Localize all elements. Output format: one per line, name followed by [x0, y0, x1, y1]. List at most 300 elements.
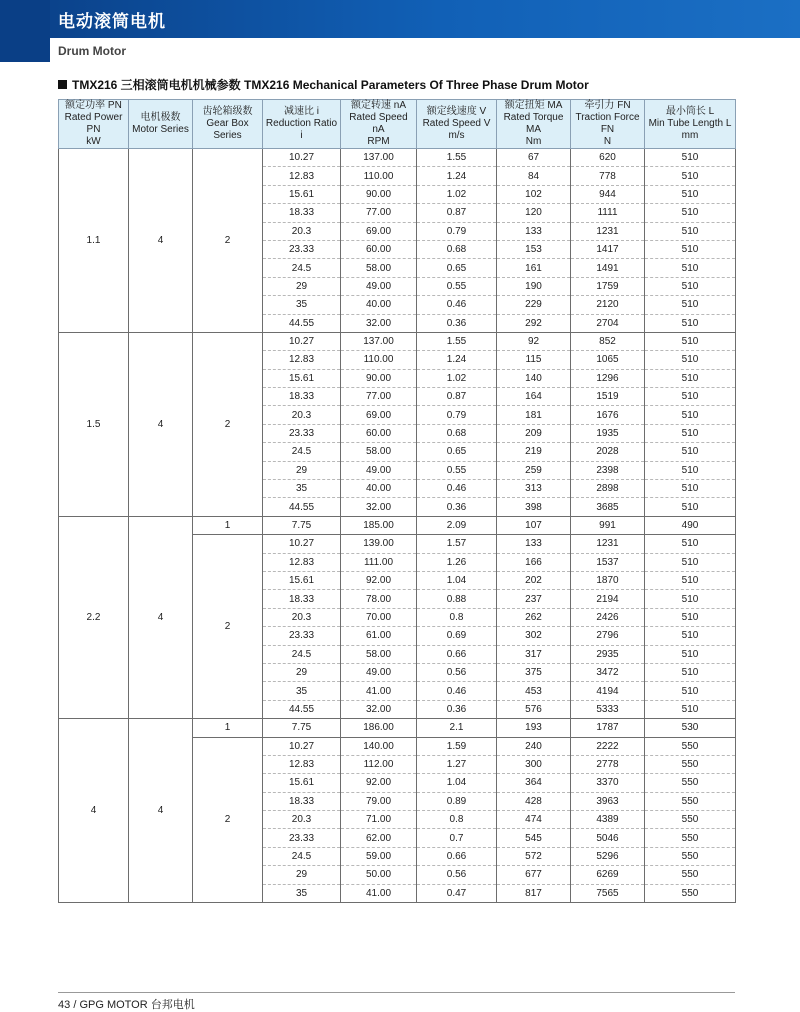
- table-cell: 550: [645, 866, 736, 884]
- table-cell: 453: [497, 682, 571, 700]
- table-cell: 12.83: [263, 167, 341, 185]
- table-cell: 1870: [571, 571, 645, 589]
- table-cell: 1231: [571, 222, 645, 240]
- section-title: [58, 76, 589, 93]
- table-cell: 2028: [571, 443, 645, 461]
- table-cell: 7565: [571, 884, 645, 902]
- table-cell: 111.00: [341, 553, 417, 571]
- page-subtitle: Drum Motor: [58, 44, 126, 58]
- column-header-line: Rated Power PN: [64, 112, 123, 135]
- table-cell: 24.5: [263, 645, 341, 663]
- table-cell: 0.69: [417, 627, 497, 645]
- table-cell: 510: [645, 700, 736, 718]
- table-cell: 23.33: [263, 240, 341, 258]
- column-header: [571, 100, 645, 149]
- table-cell: 137.00: [341, 332, 417, 350]
- table-cell: 92: [497, 332, 571, 350]
- table-cell: 1.04: [417, 774, 497, 792]
- table-cell: 90.00: [341, 369, 417, 387]
- column-header: [263, 100, 341, 149]
- table-cell: 181: [497, 406, 571, 424]
- table-cell: 209: [497, 424, 571, 442]
- table-cell: 302: [497, 627, 571, 645]
- table-cell: 490: [645, 516, 736, 534]
- table-cell: 364: [497, 774, 571, 792]
- table-cell: 510: [645, 296, 736, 314]
- table-cell: 10.27: [263, 332, 341, 350]
- table-cell: 186.00: [341, 719, 417, 737]
- column-header: [497, 100, 571, 149]
- table-cell: 510: [645, 571, 736, 589]
- table-cell: 29: [263, 663, 341, 681]
- table-cell: 133: [497, 222, 571, 240]
- table-cell: 20.3: [263, 811, 341, 829]
- table-cell: 474: [497, 811, 571, 829]
- table-cell: 510: [645, 443, 736, 461]
- column-header: [341, 100, 417, 149]
- footer: [58, 996, 195, 1012]
- table-cell: 62.00: [341, 829, 417, 847]
- table-cell: 4389: [571, 811, 645, 829]
- table-cell: 510: [645, 645, 736, 663]
- table-cell: 3472: [571, 663, 645, 681]
- table-cell: 92.00: [341, 774, 417, 792]
- table-cell: 15.61: [263, 185, 341, 203]
- table-cell: 1.24: [417, 351, 497, 369]
- table-cell: 71.00: [341, 811, 417, 829]
- table-cell: 259: [497, 461, 571, 479]
- table-cell: 0.36: [417, 314, 497, 332]
- column-header-line: m/s: [448, 130, 465, 141]
- table-cell: 18.33: [263, 792, 341, 810]
- table-cell: 139.00: [341, 535, 417, 553]
- table-cell: 219: [497, 443, 571, 461]
- table-cell: 120: [497, 204, 571, 222]
- table-cell: 0.66: [417, 645, 497, 663]
- column-header-line: Nm: [525, 136, 542, 147]
- table-cell: 69.00: [341, 222, 417, 240]
- table-cell: 18.33: [263, 204, 341, 222]
- table-cell: 2.09: [417, 516, 497, 534]
- page-title: 电动滚筒电机: [58, 12, 166, 31]
- table-cell: 35: [263, 682, 341, 700]
- table-cell: 67: [497, 149, 571, 167]
- table-cell: 240: [497, 737, 571, 755]
- gear-box-series-cell: 2: [193, 737, 263, 903]
- table-cell: 572: [497, 847, 571, 865]
- table-cell: 0.7: [417, 829, 497, 847]
- column-header: [417, 100, 497, 149]
- table-cell: 1296: [571, 369, 645, 387]
- motor-series-cell: 4: [129, 516, 193, 718]
- table-cell: 550: [645, 774, 736, 792]
- table-cell: 1759: [571, 277, 645, 295]
- table-cell: 140.00: [341, 737, 417, 755]
- table-cell: 185.00: [341, 516, 417, 534]
- column-header: [59, 100, 129, 149]
- table-cell: 32.00: [341, 700, 417, 718]
- table-cell: 137.00: [341, 149, 417, 167]
- table-header-row: [59, 100, 736, 149]
- table-cell: 193: [497, 719, 571, 737]
- table-cell: 3963: [571, 792, 645, 810]
- table-cell: 0.36: [417, 700, 497, 718]
- table-cell: 29: [263, 277, 341, 295]
- table-cell: 550: [645, 847, 736, 865]
- table-cell: 510: [645, 314, 736, 332]
- table-cell: 1.27: [417, 755, 497, 773]
- table-row: [59, 149, 736, 167]
- column-header-line: Gear Box Series: [206, 118, 249, 141]
- column-header-line: mm: [681, 130, 699, 141]
- table-cell: 229: [497, 296, 571, 314]
- table-cell: 510: [645, 388, 736, 406]
- table-cell: 20.3: [263, 406, 341, 424]
- table-cell: 40.00: [341, 296, 417, 314]
- table-cell: 0.55: [417, 461, 497, 479]
- table-cell: 2935: [571, 645, 645, 663]
- table-cell: 32.00: [341, 314, 417, 332]
- column-header-line: Motor Series: [132, 124, 189, 135]
- table-cell: 84: [497, 167, 571, 185]
- table-cell: 1787: [571, 719, 645, 737]
- table-body: [59, 149, 736, 903]
- table-cell: 428: [497, 792, 571, 810]
- table-cell: 23.33: [263, 424, 341, 442]
- table-cell: 1.26: [417, 553, 497, 571]
- motor-series-cell: 4: [129, 149, 193, 333]
- rated-power-cell: 1.1: [59, 149, 129, 333]
- column-header-line: RPM: [367, 136, 390, 147]
- column-header: [129, 100, 193, 149]
- table-cell: 0.66: [417, 847, 497, 865]
- gear-box-series-cell: 2: [193, 149, 263, 333]
- table-cell: 61.00: [341, 627, 417, 645]
- table-cell: 0.46: [417, 682, 497, 700]
- table-cell: 140: [497, 369, 571, 387]
- table-cell: 2898: [571, 480, 645, 498]
- table-cell: 550: [645, 755, 736, 773]
- table-cell: 1.02: [417, 369, 497, 387]
- table-cell: 0.65: [417, 259, 497, 277]
- table-cell: 5333: [571, 700, 645, 718]
- table-cell: 77.00: [341, 204, 417, 222]
- table-cell: 510: [645, 332, 736, 350]
- column-header-line: 额定功率 PN: [65, 100, 122, 111]
- table-cell: 29: [263, 461, 341, 479]
- table-cell: 59.00: [341, 847, 417, 865]
- table-cell: 510: [645, 277, 736, 295]
- table-cell: 550: [645, 792, 736, 810]
- table-cell: 510: [645, 222, 736, 240]
- table-cell: 12.83: [263, 553, 341, 571]
- table-cell: 6269: [571, 866, 645, 884]
- table-cell: 0.56: [417, 866, 497, 884]
- table-cell: 1.55: [417, 332, 497, 350]
- motor-series-cell: 4: [129, 332, 193, 516]
- table-cell: 778: [571, 167, 645, 185]
- table-row: [59, 516, 736, 534]
- table-cell: 90.00: [341, 185, 417, 203]
- table-cell: 620: [571, 149, 645, 167]
- table-cell: 110.00: [341, 351, 417, 369]
- table-cell: 35: [263, 884, 341, 902]
- table-cell: 0.55: [417, 277, 497, 295]
- table-cell: 313: [497, 480, 571, 498]
- header-accent-block: [0, 0, 50, 62]
- table-cell: 49.00: [341, 461, 417, 479]
- table-cell: 35: [263, 480, 341, 498]
- table-cell: 58.00: [341, 645, 417, 663]
- table-cell: 300: [497, 755, 571, 773]
- table-cell: 1.57: [417, 535, 497, 553]
- table-cell: 35: [263, 296, 341, 314]
- table-cell: 12.83: [263, 755, 341, 773]
- table-cell: 262: [497, 608, 571, 626]
- table-cell: 0.36: [417, 498, 497, 516]
- table-cell: 2222: [571, 737, 645, 755]
- table-cell: 1.24: [417, 167, 497, 185]
- table-cell: 5296: [571, 847, 645, 865]
- table-cell: 49.00: [341, 277, 417, 295]
- table-cell: 510: [645, 682, 736, 700]
- table-cell: 58.00: [341, 443, 417, 461]
- table-cell: 944: [571, 185, 645, 203]
- footer-brand: GPG MOTOR 台邦电机: [79, 999, 195, 1011]
- table-cell: 44.55: [263, 314, 341, 332]
- table-cell: 3685: [571, 498, 645, 516]
- table-cell: 15.61: [263, 774, 341, 792]
- table-cell: 102: [497, 185, 571, 203]
- table-cell: 1.55: [417, 149, 497, 167]
- table-cell: 0.89: [417, 792, 497, 810]
- table-cell: 2426: [571, 608, 645, 626]
- table-cell: 153: [497, 240, 571, 258]
- table-cell: 18.33: [263, 388, 341, 406]
- table-cell: 510: [645, 240, 736, 258]
- table-cell: 23.33: [263, 627, 341, 645]
- table-cell: 991: [571, 516, 645, 534]
- column-header-line: Traction Force FN: [575, 112, 640, 135]
- table-cell: 2398: [571, 461, 645, 479]
- table-cell: 510: [645, 369, 736, 387]
- table-cell: 510: [645, 608, 736, 626]
- table-cell: 69.00: [341, 406, 417, 424]
- column-header: [645, 100, 736, 149]
- table-cell: 510: [645, 627, 736, 645]
- table-cell: 530: [645, 719, 736, 737]
- table-cell: 1537: [571, 553, 645, 571]
- table-row: [59, 332, 736, 350]
- rated-power-cell: 1.5: [59, 332, 129, 516]
- table-cell: 78.00: [341, 590, 417, 608]
- table-cell: 20.3: [263, 608, 341, 626]
- table-cell: 32.00: [341, 498, 417, 516]
- table-cell: 41.00: [341, 884, 417, 902]
- table-cell: 2120: [571, 296, 645, 314]
- table-cell: 190: [497, 277, 571, 295]
- table-cell: 852: [571, 332, 645, 350]
- table-cell: 510: [645, 553, 736, 571]
- column-header-line: 牵引力 FN: [584, 100, 631, 111]
- rated-power-cell: 2.2: [59, 516, 129, 718]
- table-cell: 550: [645, 884, 736, 902]
- table-cell: 41.00: [341, 682, 417, 700]
- table-cell: 10.27: [263, 149, 341, 167]
- table-cell: 576: [497, 700, 571, 718]
- table-cell: 15.61: [263, 369, 341, 387]
- table-cell: 0.46: [417, 480, 497, 498]
- table-cell: 550: [645, 829, 736, 847]
- table-cell: 510: [645, 185, 736, 203]
- table-cell: 510: [645, 590, 736, 608]
- table-cell: 0.46: [417, 296, 497, 314]
- table-cell: 0.79: [417, 222, 497, 240]
- table-cell: 510: [645, 351, 736, 369]
- table-cell: 0.87: [417, 204, 497, 222]
- table-cell: 161: [497, 259, 571, 277]
- table-cell: 166: [497, 553, 571, 571]
- column-header-line: 额定扭矩 MA: [504, 100, 563, 111]
- table-cell: 1231: [571, 535, 645, 553]
- table-cell: 24.5: [263, 847, 341, 865]
- table-cell: 112.00: [341, 755, 417, 773]
- table-cell: 510: [645, 406, 736, 424]
- table-cell: 50.00: [341, 866, 417, 884]
- table-cell: 7.75: [263, 516, 341, 534]
- table-cell: 1676: [571, 406, 645, 424]
- column-header-line: 电机极数: [140, 112, 181, 123]
- column-header-line: 齿轮箱级数: [202, 106, 253, 117]
- table-cell: 133: [497, 535, 571, 553]
- motor-series-cell: 4: [129, 719, 193, 903]
- table-cell: 12.83: [263, 351, 341, 369]
- table-cell: 164: [497, 388, 571, 406]
- table-cell: 44.55: [263, 498, 341, 516]
- table-cell: 44.55: [263, 700, 341, 718]
- table-cell: 110.00: [341, 167, 417, 185]
- table-cell: 2796: [571, 627, 645, 645]
- table-cell: 375: [497, 663, 571, 681]
- column-header-line: N: [603, 136, 612, 147]
- table-cell: 70.00: [341, 608, 417, 626]
- gear-box-series-cell: 1: [193, 719, 263, 737]
- table-cell: 0.68: [417, 240, 497, 258]
- table-cell: 10.27: [263, 535, 341, 553]
- table-cell: 40.00: [341, 480, 417, 498]
- table-cell: 237: [497, 590, 571, 608]
- table-cell: 0.56: [417, 663, 497, 681]
- table-cell: 0.68: [417, 424, 497, 442]
- gear-box-series-cell: 1: [193, 516, 263, 534]
- table-cell: 510: [645, 461, 736, 479]
- column-header-line: 额定转速 nA: [350, 100, 406, 111]
- table-cell: 545: [497, 829, 571, 847]
- table-cell: 2704: [571, 314, 645, 332]
- table-cell: 317: [497, 645, 571, 663]
- table-cell: 4194: [571, 682, 645, 700]
- table-cell: 0.8: [417, 608, 497, 626]
- table-cell: 92.00: [341, 571, 417, 589]
- table-cell: 5046: [571, 829, 645, 847]
- table-cell: 58.00: [341, 259, 417, 277]
- table-cell: 1.59: [417, 737, 497, 755]
- column-header-line: Reduction Ratio i: [265, 118, 338, 141]
- rated-power-cell: 4: [59, 719, 129, 903]
- table-cell: 20.3: [263, 222, 341, 240]
- table-cell: 0.8: [417, 811, 497, 829]
- table-cell: 510: [645, 424, 736, 442]
- table-cell: 23.33: [263, 829, 341, 847]
- square-bullet-icon: [58, 80, 67, 89]
- table-cell: 0.87: [417, 388, 497, 406]
- gear-box-series-cell: 2: [193, 535, 263, 719]
- table-cell: 1491: [571, 259, 645, 277]
- table-cell: 2194: [571, 590, 645, 608]
- table-cell: 510: [645, 204, 736, 222]
- table-cell: 2778: [571, 755, 645, 773]
- table-cell: 817: [497, 884, 571, 902]
- column-header-line: kW: [86, 136, 101, 147]
- table-cell: 550: [645, 737, 736, 755]
- column-header-line: 减速比 i: [284, 106, 319, 117]
- table-cell: 1111: [571, 204, 645, 222]
- table-cell: 510: [645, 167, 736, 185]
- table-cell: 60.00: [341, 424, 417, 442]
- table-cell: 2.1: [417, 719, 497, 737]
- table-cell: 115: [497, 351, 571, 369]
- table-cell: 7.75: [263, 719, 341, 737]
- column-header-line: Rated Torque MA: [503, 112, 564, 135]
- table-cell: 398: [497, 498, 571, 516]
- table-cell: 15.61: [263, 571, 341, 589]
- footer-divider: [58, 992, 735, 993]
- table-cell: 18.33: [263, 590, 341, 608]
- table-cell: 510: [645, 149, 736, 167]
- column-header: [193, 100, 263, 149]
- table-cell: 1935: [571, 424, 645, 442]
- table-cell: 3370: [571, 774, 645, 792]
- gear-box-series-cell: 2: [193, 332, 263, 516]
- table-cell: 1065: [571, 351, 645, 369]
- table-cell: 510: [645, 480, 736, 498]
- table-cell: 1.02: [417, 185, 497, 203]
- table-cell: 202: [497, 571, 571, 589]
- column-header-line: Rated Speed V: [422, 118, 491, 129]
- table-cell: 29: [263, 866, 341, 884]
- table-cell: 24.5: [263, 443, 341, 461]
- table-cell: 550: [645, 811, 736, 829]
- table-cell: 0.65: [417, 443, 497, 461]
- table-cell: 1519: [571, 388, 645, 406]
- table-cell: 60.00: [341, 240, 417, 258]
- parameters-table: [58, 99, 736, 903]
- table-row: [59, 719, 736, 737]
- column-header-line: 额定线速度 V: [426, 106, 487, 117]
- table-cell: 677: [497, 866, 571, 884]
- table-cell: 1.04: [417, 571, 497, 589]
- table-cell: 510: [645, 535, 736, 553]
- table-cell: 77.00: [341, 388, 417, 406]
- table-cell: 1417: [571, 240, 645, 258]
- table-cell: 79.00: [341, 792, 417, 810]
- column-header-line: Min Tube Length L: [648, 118, 732, 129]
- table-cell: 24.5: [263, 259, 341, 277]
- table-cell: 0.88: [417, 590, 497, 608]
- page-number: 43: [58, 999, 71, 1011]
- table-cell: 107: [497, 516, 571, 534]
- table-cell: 510: [645, 498, 736, 516]
